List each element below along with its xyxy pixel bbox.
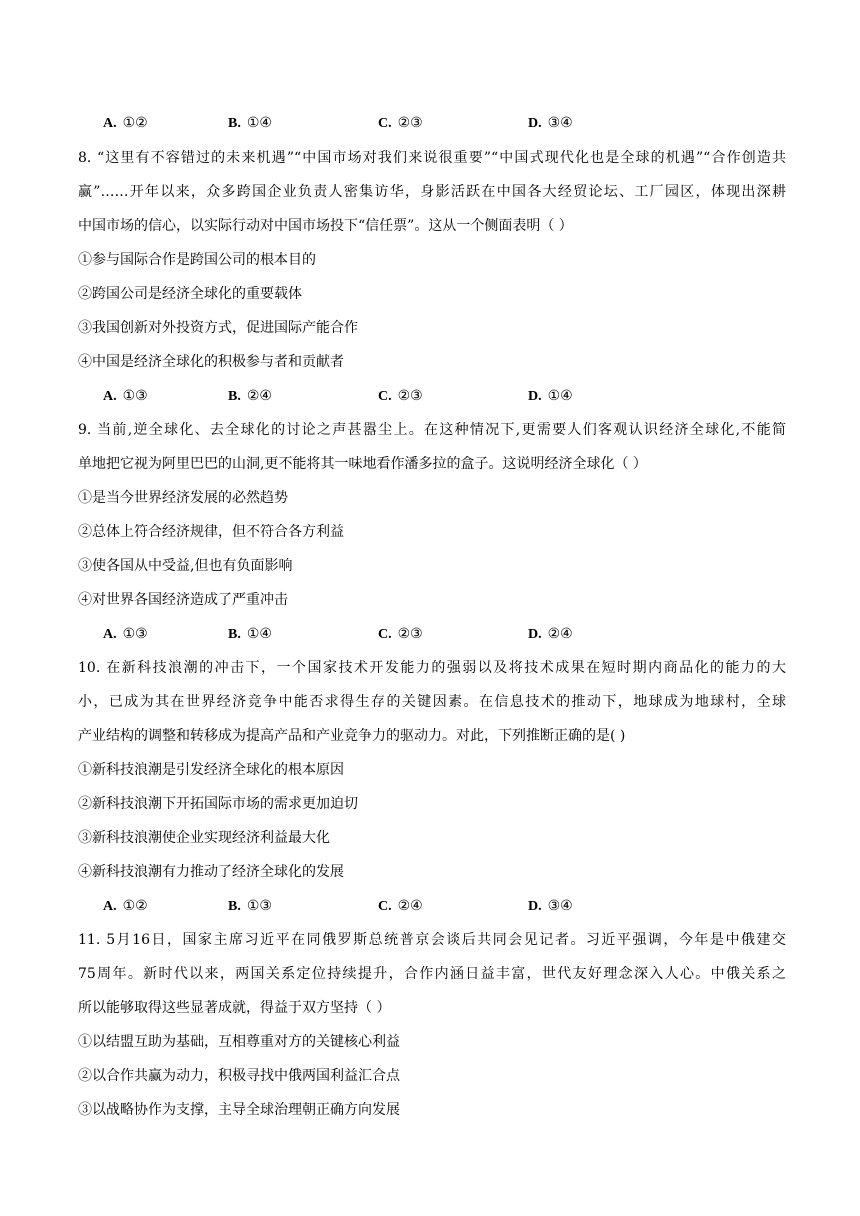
option-text: ①④ — [246, 115, 272, 131]
question-stem-line: 赢”……开年以来，众多跨国企业负责人密集访华，身影活跃在中国各大经贸论坛、工厂园区，体现出深耕 — [78, 184, 786, 200]
answer-options-row — [78, 623, 778, 645]
option-text: ①③ — [246, 898, 272, 914]
text-line: ④中国是经济全球化的积极参与者和贡献者 — [78, 354, 344, 370]
question-stem-line: 75周年。新时代以来，两国关系定位持续提升，合作内涵日益丰富，世代友好理念深入人心。中俄关系之 — [78, 966, 786, 982]
answer-option — [528, 895, 573, 918]
text-line: ③以战略协作为支撑，主导全球治理朝正确方向发展 — [78, 1102, 400, 1118]
question-stem-line: 9. 当前,逆全球化、去全球化的讨论之声甚嚣尘上。在这种情况下,更需要人们客观认识经济全球化,不能简 — [78, 422, 786, 438]
option-letter: A. — [103, 116, 117, 131]
option-text: ②③ — [397, 388, 423, 404]
option-text: ①③ — [122, 626, 148, 642]
option-letter: B. — [228, 116, 241, 131]
text-line: ④新科技浪潮有力推动了经济全球化的发展 — [78, 864, 344, 880]
option-text: ②④ — [246, 388, 272, 404]
text-line: ③新科技浪潮使企业实现经济利益最大化 — [78, 830, 330, 846]
option-text: ③④ — [547, 115, 573, 131]
option-letter: B. — [228, 899, 241, 914]
question-stem-line: 10. 在新科技浪潮的冲击下，一个国家技术开发能力的强弱以及将技术成果在短时期内商品化的能力的大 — [78, 660, 786, 676]
option-letter: C. — [378, 116, 392, 131]
answer-option — [228, 895, 272, 918]
answer-option — [528, 385, 573, 408]
answer-option — [528, 112, 573, 135]
option-letter: A. — [103, 389, 117, 404]
text-line: ①是当今世界经济发展的必然趋势 — [78, 490, 288, 506]
answer-option — [378, 112, 423, 135]
option-text: ②③ — [397, 626, 423, 642]
option-text: ②③ — [397, 115, 423, 131]
text-line: ④对世界各国经济造成了严重冲击 — [78, 592, 288, 608]
text-line: ③使各国从中受益,但也有负面影响 — [78, 558, 293, 574]
text-line: ②以合作共赢为动力，积极寻找中俄两国利益汇合点 — [78, 1068, 400, 1084]
option-text: ③④ — [547, 898, 573, 914]
answer-option — [228, 623, 272, 646]
text-line: 产业结构的调整和转移成为提高产品和产业竞争力的驱动力。对此，下列推断正确的是( ) — [78, 728, 626, 744]
option-text: ①④ — [246, 626, 272, 642]
option-text: ②④ — [397, 898, 423, 914]
option-letter: C. — [378, 389, 392, 404]
option-letter: C. — [378, 899, 392, 914]
answer-option — [103, 112, 148, 135]
text-line: ①新科技浪潮是引发经济全球化的根本原因 — [78, 762, 344, 778]
text-line: ①以结盟互助为基础，互相尊重对方的关键核心利益 — [78, 1034, 400, 1050]
text-line: 所以能够取得这些显著成就，得益于双方坚持（ ） — [78, 1000, 391, 1016]
option-text: ①② — [122, 898, 148, 914]
answer-options-row — [78, 112, 778, 134]
option-text: ①④ — [547, 388, 573, 404]
option-letter: B. — [228, 627, 241, 642]
answer-option — [228, 385, 272, 408]
answer-option — [103, 623, 148, 646]
text-line: ③我国创新对外投资方式，促进国际产能合作 — [78, 320, 358, 336]
option-letter: D. — [528, 116, 542, 131]
option-letter: C. — [378, 627, 392, 642]
option-text: ②④ — [547, 626, 573, 642]
question-stem-line: 11. 5月16日，国家主席习近平在同俄罗斯总统普京会谈后共同会见记者。习近平强调，今年是中俄建交 — [78, 932, 786, 948]
answer-options-row — [78, 895, 778, 917]
option-letter: D. — [528, 389, 542, 404]
option-letter: B. — [228, 389, 241, 404]
option-text: ①③ — [122, 388, 148, 404]
text-line: 单地把它视为阿里巴巴的山洞,更不能将其一味地看作潘多拉的盒子。这说明经济全球化（ ） — [78, 456, 647, 472]
text-line: 中国市场的信心，以实际行动对中国市场投下“信任票”。这从一个侧面表明（ ） — [78, 218, 573, 234]
option-text: ①② — [122, 115, 148, 131]
answer-option — [378, 895, 423, 918]
text-line: ①参与国际合作是跨国公司的根本目的 — [78, 252, 316, 268]
answer-option — [103, 385, 148, 408]
question-stem-line: 小，已成为其在世界经济竞争中能否求得生存的关键因素。在信息技术的推动下，地球成为地球村，全球 — [78, 694, 786, 710]
option-letter: A. — [103, 899, 117, 914]
text-line: ②跨国公司是经济全球化的重要载体 — [78, 286, 302, 302]
answer-option — [378, 385, 423, 408]
option-letter: A. — [103, 627, 117, 642]
text-line: ②新科技浪潮下开拓国际市场的需求更加迫切 — [78, 796, 358, 812]
answer-option — [528, 623, 573, 646]
option-letter: D. — [528, 899, 542, 914]
answer-option — [228, 112, 272, 135]
answer-options-row — [78, 385, 778, 407]
answer-option — [378, 623, 423, 646]
text-line: ②总体上符合经济规律，但不符合各方利益 — [78, 524, 344, 540]
option-letter: D. — [528, 627, 542, 642]
answer-option — [103, 895, 148, 918]
question-stem-line: 8. “这里有不容错过的未来机遇”“中国市场对我们来说很重要”“中国式现代化也是全球的机遇”“合作创造共 — [78, 150, 786, 166]
